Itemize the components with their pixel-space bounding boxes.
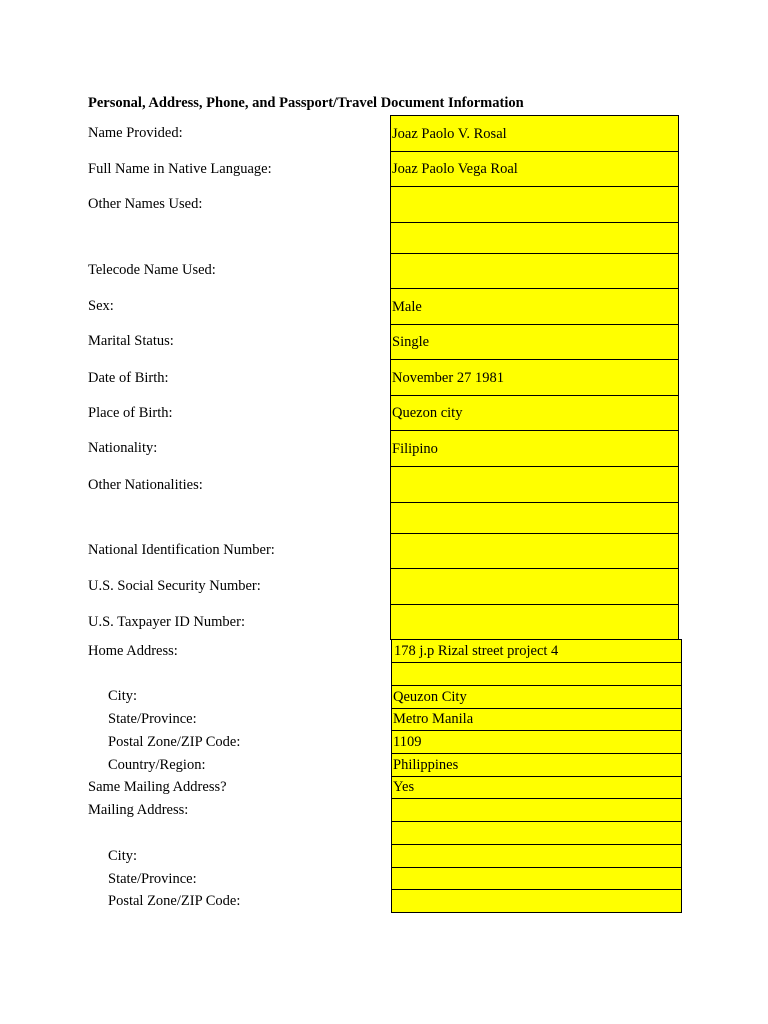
field-mailing-address-1[interactable] bbox=[391, 798, 682, 822]
label-full-name-native: Full Name in Native Language: bbox=[88, 161, 272, 177]
field-city[interactable] bbox=[391, 685, 682, 709]
label-name-provided: Name Provided: bbox=[88, 125, 183, 141]
field-marital-status[interactable] bbox=[390, 324, 679, 360]
value-sex: Male bbox=[392, 299, 422, 315]
label-state-province: State/Province: bbox=[108, 711, 197, 727]
field-ssn[interactable] bbox=[390, 568, 679, 605]
field-home-address-1[interactable] bbox=[391, 639, 682, 663]
field-telecode[interactable] bbox=[390, 253, 679, 289]
field-other-names-1[interactable] bbox=[390, 186, 679, 223]
label-place-of-birth: Place of Birth: bbox=[88, 405, 173, 421]
label-nationality: Nationality: bbox=[88, 440, 158, 456]
label-country-region: Country/Region: bbox=[108, 757, 206, 773]
field-home-address-2[interactable] bbox=[391, 662, 682, 686]
document-title: Personal, Address, Phone, and Passport/Travel Document Information bbox=[88, 95, 524, 111]
value-full-name-native: Joaz Paolo Vega Roal bbox=[392, 161, 518, 177]
field-other-nationalities-2[interactable] bbox=[390, 502, 679, 534]
field-country-region[interactable] bbox=[391, 753, 682, 777]
value-nationality: Filipino bbox=[392, 441, 438, 457]
field-mail-city[interactable] bbox=[391, 844, 682, 868]
label-postal-zip: Postal Zone/ZIP Code: bbox=[108, 734, 241, 750]
field-date-of-birth[interactable] bbox=[390, 359, 679, 396]
field-mailing-address-2[interactable] bbox=[391, 821, 682, 845]
value-same-mailing: Yes bbox=[393, 779, 415, 795]
field-same-mailing[interactable] bbox=[391, 776, 682, 799]
field-mail-postal-zip[interactable] bbox=[391, 889, 682, 913]
value-name-provided: Joaz Paolo V. Rosal bbox=[392, 126, 507, 142]
field-full-name-native[interactable] bbox=[390, 151, 679, 187]
label-ssn: U.S. Social Security Number: bbox=[88, 578, 261, 594]
label-marital-status: Marital Status: bbox=[88, 333, 174, 349]
label-mailing-address: Mailing Address: bbox=[88, 802, 189, 818]
label-mail-postal-zip: Postal Zone/ZIP Code: bbox=[108, 893, 241, 909]
value-home-address-1: 178 j.p Rizal street project 4 bbox=[394, 643, 559, 659]
field-national-id[interactable] bbox=[390, 533, 679, 569]
label-national-id: National Identification Number: bbox=[88, 542, 275, 558]
field-sex[interactable] bbox=[390, 288, 679, 325]
value-city: Qeuzon City bbox=[393, 689, 467, 705]
label-city: City: bbox=[108, 688, 138, 704]
label-taxpayer-id: U.S. Taxpayer ID Number: bbox=[88, 614, 245, 630]
field-postal-zip[interactable] bbox=[391, 730, 682, 754]
field-other-nationalities-1[interactable] bbox=[390, 466, 679, 503]
label-date-of-birth: Date of Birth: bbox=[88, 370, 169, 386]
label-other-nationalities: Other Nationalities: bbox=[88, 477, 203, 493]
value-postal-zip: 1109 bbox=[393, 734, 422, 750]
field-other-names-2[interactable] bbox=[390, 222, 679, 254]
label-home-address: Home Address: bbox=[88, 643, 178, 659]
value-state-province: Metro Manila bbox=[393, 711, 474, 727]
value-marital-status: Single bbox=[392, 334, 430, 350]
value-country-region: Philippines bbox=[393, 757, 459, 773]
label-same-mailing: Same Mailing Address? bbox=[88, 779, 227, 795]
field-state-province[interactable] bbox=[391, 708, 682, 731]
label-sex: Sex: bbox=[88, 298, 114, 314]
label-telecode: Telecode Name Used: bbox=[88, 262, 216, 278]
label-mail-state-province: State/Province: bbox=[108, 871, 197, 887]
label-other-names: Other Names Used: bbox=[88, 196, 203, 212]
field-mail-state-province[interactable] bbox=[391, 867, 682, 890]
value-place-of-birth: Quezon city bbox=[392, 405, 463, 421]
label-mail-city: City: bbox=[108, 848, 138, 864]
field-nationality[interactable] bbox=[390, 430, 679, 467]
value-date-of-birth: November 27 1981 bbox=[392, 370, 504, 386]
field-place-of-birth[interactable] bbox=[390, 395, 679, 431]
field-taxpayer-id[interactable] bbox=[390, 604, 679, 640]
field-name-provided[interactable] bbox=[390, 115, 679, 152]
